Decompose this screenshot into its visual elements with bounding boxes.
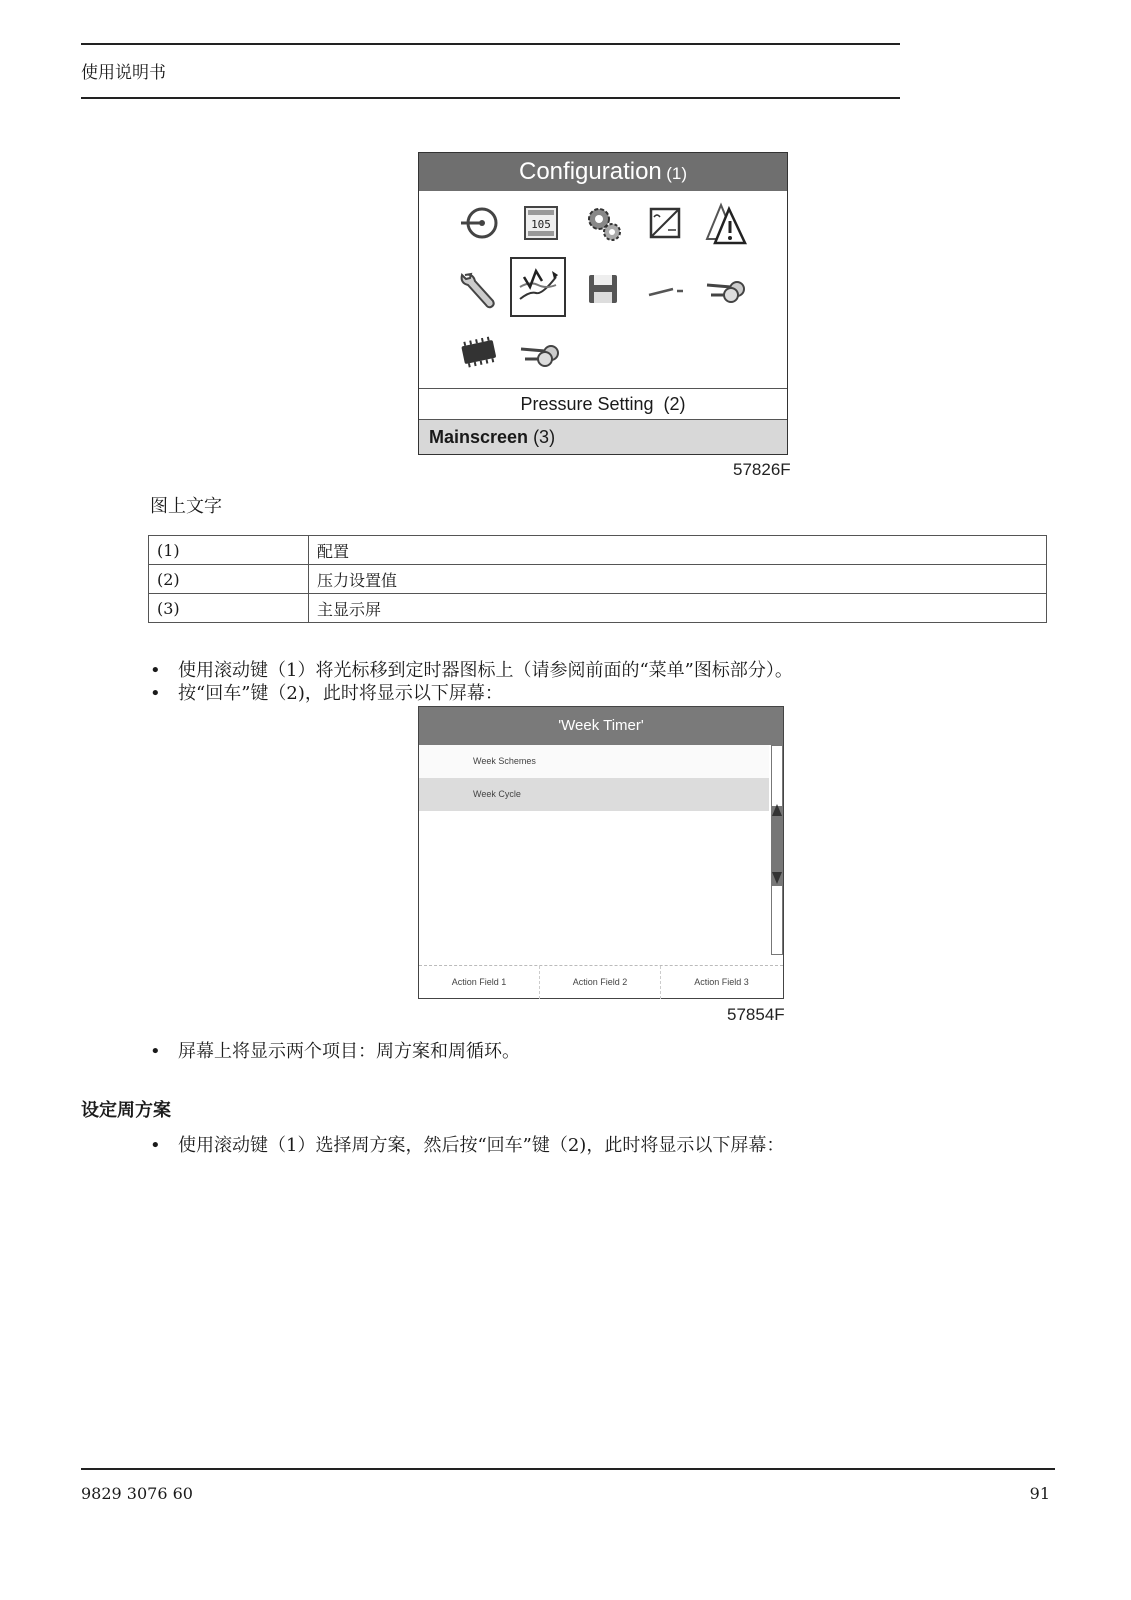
legend-title: 图上文字 [150,496,222,517]
bullet-dot: • [150,1041,161,1062]
counter-value: 105 [531,218,551,231]
save-icon[interactable] [579,265,627,313]
bullet-text: 使用滚动键（1）将光标移到定时器图标上（请参阅前面的“菜单”图标部分）。 [178,660,793,681]
figure-id-1: 57826F [733,460,791,479]
pressure-setting-label-row [419,389,787,419]
legend-ref: (1) [149,536,309,565]
configuration-title: Configuration [519,158,662,185]
chip-icon[interactable] [455,329,503,377]
legend-table [148,535,1047,623]
bullet-dot: • [150,1135,161,1156]
power-icon[interactable] [455,199,503,247]
table-row [149,536,1047,565]
legend-text: 配置 [309,536,1047,565]
bullet-text: 屏幕上将显示两个项目：周方案和周循环。 [178,1041,520,1062]
legend-text: 主显示屏 [309,594,1047,623]
figure-id-2: 57854F [727,1005,785,1024]
pressure-setting-num: (2) [663,394,686,414]
scroll-down-arrow-icon[interactable] [772,872,782,884]
footer-rule [81,1468,1055,1470]
action-field-1[interactable]: Action Field 1 [419,966,540,999]
header-title: 使用说明书 [81,63,166,83]
header-rule-bottom [81,97,900,99]
legend-ref: (2) [149,565,309,594]
bullet-dot: • [150,683,161,704]
bullet-item [150,1131,784,1157]
counter-icon[interactable] [517,199,565,247]
week-timer-screen [418,706,784,999]
scroll-up-arrow-icon[interactable] [772,804,782,816]
bullet-text: 使用滚动键（1）选择周方案，然后按“回车”键（2)，此时将显示以下屏幕： [178,1135,785,1156]
mainscreen-row[interactable] [419,419,787,454]
configuration-title-num: (1) [666,164,687,183]
action-field-2[interactable]: Action Field 2 [540,966,661,999]
table-row [149,565,1047,594]
configuration-title-bar [419,153,787,191]
mainscreen-num: (3) [533,427,556,447]
configuration-screen [418,152,788,455]
mainscreen-label: Mainscreen [429,427,529,447]
list-item[interactable]: Week Schemes [419,745,769,778]
wrench-icon[interactable] [455,265,503,313]
bullet-item [150,679,503,705]
line-icon[interactable] [641,265,689,313]
gears-icon[interactable] [579,199,627,247]
converter-icon[interactable] [641,199,689,247]
bullet-text: 按“回车”键（2)，此时将显示以下屏幕： [178,683,503,704]
action-field-3[interactable]: Action Field 3 [694,977,749,987]
legend-ref: (3) [149,594,309,623]
list-item[interactable]: Week Cycle [419,778,769,811]
keys-icon[interactable] [703,265,751,313]
bullet-dot: • [150,660,161,681]
pressure-setting-icon[interactable] [510,257,566,317]
week-timer-title: 'Week Timer' [419,707,783,745]
bullet-item [150,1037,520,1063]
action-fields [419,965,783,999]
page-number: 91 [1029,1484,1050,1503]
pressure-setting-label: Pressure Setting [520,394,654,414]
legend-text: 压力设置值 [309,565,1047,594]
scrollbar[interactable] [771,745,783,955]
document-number: 9829 3076 60 [81,1484,193,1503]
keys-icon-2[interactable] [517,329,565,377]
section-heading: 设定周方案 [81,1100,171,1121]
table-row [149,594,1047,623]
header-rule-top [81,43,900,45]
warning-icon[interactable] [703,199,751,247]
